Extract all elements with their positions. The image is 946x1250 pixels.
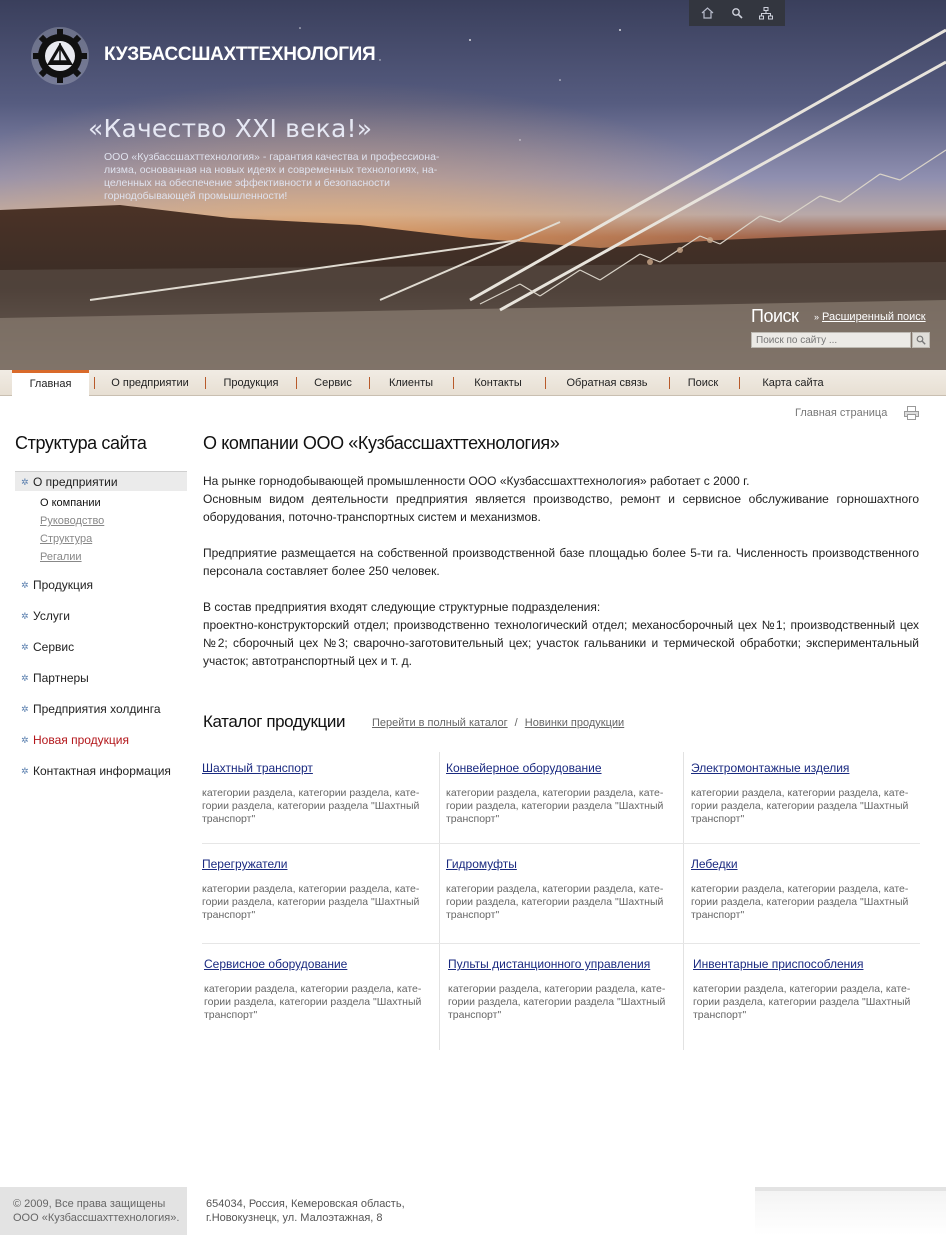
paragraph [203, 472, 919, 526]
intro-line: целенных на обеспечение эффективности и безопасности [104, 177, 391, 189]
grid-divider [202, 843, 920, 844]
paragraph-text: На рынке горнодобывающей промышленности ООО «Кузбассшахттехнология» работает с 2000 г. [203, 474, 750, 488]
hero-banner [0, 0, 946, 370]
sidebar-item-services[interactable] [15, 606, 187, 626]
page-title: О компании ООО «Кузбассшахттехнология» [203, 433, 560, 453]
sidebar-item-holding[interactable] [15, 699, 187, 719]
bullet-star-icon: ✲ [21, 704, 29, 714]
paragraph-text: Основным видом деятельности предприятия является производство, ремонт и сервисное обслуживание горношахтного оборудования, поточно-транспортных систем и механизмов. [203, 492, 919, 524]
nav-item-service[interactable]: Сервис [314, 377, 352, 389]
slogan: «Качество XXI века!» [88, 114, 373, 143]
copyright-line: ООО «Кузбассшахттехнология». [13, 1212, 180, 1224]
catalog-cell-desc: категории раздела, категории раздела, кате-гории раздела, категории раздела "Шахтный транспорт" [202, 787, 420, 825]
full-catalog-link[interactable]: Перейти в полный каталог [372, 717, 508, 729]
catalog-cell-title[interactable]: Лебедки [691, 857, 738, 871]
nav-item-contacts[interactable]: Контакты [474, 377, 522, 389]
paragraph-text: проектно-конструкторский отдел; производственно технологический отдел; механосборочный цех №1; производственный цех №2; сборочный цех №3; сварочно-заготовительный цех; участок гальваники и термической обработки; экспериментальный участок; автотранспортный цех и т. д. [203, 618, 919, 668]
nav-item-products[interactable]: Продукция [223, 377, 279, 389]
nav-separator [453, 377, 454, 389]
catalog-cell [202, 752, 434, 826]
sidebar-item-label: Предприятия холдинга [33, 702, 161, 716]
sidebar-subitem-structure[interactable] [15, 530, 187, 548]
nav-item-about[interactable]: О предприятии [111, 377, 189, 389]
search-icon[interactable] [728, 4, 746, 22]
grid-divider [683, 752, 684, 1050]
nav-item-search[interactable]: Поиск [687, 377, 719, 389]
sidebar-subitem-link[interactable]: Регалии [40, 551, 82, 563]
main-content [203, 472, 919, 688]
sidebar-item-label: Новая продукция [33, 733, 129, 747]
sidebar-title: Структура сайта [15, 433, 147, 453]
catalog-cell-title[interactable]: Электромонтажные изделия [691, 761, 850, 775]
catalog-cell [691, 848, 923, 922]
catalog-cell-title[interactable]: Пульты дистанционного управления [448, 957, 651, 971]
sidebar-item-contacts[interactable] [15, 761, 187, 781]
paragraph-text: В состав предприятия входят следующие структурные подразделения: [203, 600, 601, 614]
sidebar-item-service[interactable] [15, 637, 187, 657]
sidebar-item-label: Продукция [33, 578, 94, 592]
address-line: 654034, Россия, Кемеровская область, [206, 1198, 405, 1210]
sidebar-subitem-awards[interactable] [15, 548, 187, 566]
nav-item-feedback[interactable]: Обратная связь [566, 377, 648, 389]
footer-copyright [0, 1187, 187, 1235]
catalog-cell [202, 848, 434, 922]
catalog-cell-title[interactable]: Сервисное оборудование [204, 957, 348, 971]
catalog-cell-title[interactable]: Шахтный транспорт [202, 761, 313, 775]
bullet-star-icon: ✲ [21, 673, 29, 683]
catalog-cell-desc: категории раздела, категории раздела, кате-гории раздела, категории раздела "Шахтный транспорт" [448, 983, 666, 1021]
search-icon [916, 335, 926, 345]
address-line: г.Новокузнецк, ул. Малоэтажная, 8 [206, 1212, 383, 1224]
intro-text [104, 151, 470, 203]
sidebar-item-label: Контактная информация [33, 764, 171, 778]
bullet-star-icon: ✲ [21, 766, 29, 776]
catalog-cell [446, 848, 678, 922]
catalog-cell-title[interactable]: Перегружатели [202, 857, 288, 871]
footer-address [206, 1197, 405, 1225]
catalog-cell-desc: категории раздела, категории раздела, кате-гории раздела, категории раздела "Шахтный транспорт" [204, 983, 422, 1021]
catalog-cell-title[interactable]: Гидромуфты [446, 857, 517, 871]
catalog-cell-desc: категории раздела, категории раздела, кате-гории раздела, категории раздела "Шахтный транспорт" [693, 983, 911, 1021]
bullet-star-icon: ✲ [21, 642, 29, 652]
nav-separator [94, 377, 95, 389]
catalog-cell-desc: категории раздела, категории раздела, кате-гории раздела, категории раздела "Шахтный транспорт" [691, 787, 909, 825]
bullet-star-icon: ✲ [21, 611, 29, 621]
sidebar-item-label: О предприятии [33, 475, 118, 489]
company-logo-icon [30, 26, 90, 86]
advanced-search-link[interactable]: Расширенный поиск [822, 311, 926, 323]
grid-divider [439, 752, 440, 1050]
sidebar-subitem-company[interactable]: О компании [40, 497, 101, 509]
breadcrumb[interactable]: Главная страница [795, 407, 888, 419]
paragraph [203, 598, 919, 670]
intro-line: ООО «Кузбассшахттехнология» - гарантия качества и профессиона- [104, 151, 440, 163]
catalog-cell-title[interactable]: Инвентарные приспособления [693, 957, 864, 971]
catalog-cell [204, 948, 436, 1022]
advanced-search [814, 311, 926, 323]
catalog-links [372, 717, 624, 729]
nav-separator [205, 377, 206, 389]
main-nav [0, 370, 946, 396]
link-separator: / [514, 717, 518, 729]
sidebar-menu [15, 471, 187, 781]
catalog-cell-desc: категории раздела, категории раздела, кате-гории раздела, категории раздела "Шахтный транспорт" [691, 883, 909, 921]
catalog-cell [693, 948, 925, 1022]
nav-separator [739, 377, 740, 389]
sidebar-item-about[interactable] [15, 471, 187, 491]
sidebar-item-new-products[interactable] [15, 730, 187, 750]
copyright-line: © 2009, Все права защищены [13, 1198, 166, 1210]
sidebar-item-label: Сервис [33, 640, 75, 654]
catalog-cell [446, 752, 678, 826]
grid-divider [202, 943, 920, 944]
sidebar-subitem-management[interactable] [15, 512, 187, 530]
sidebar-item-label: Услуги [33, 609, 70, 623]
catalog-cell-desc: категории раздела, категории раздела, кате-гории раздела, категории раздела "Шахтный транспорт" [202, 883, 420, 921]
sidebar-subitem-link[interactable]: Структура [40, 533, 93, 545]
print-icon[interactable] [904, 406, 919, 420]
nav-item-clients[interactable]: Клиенты [388, 377, 434, 389]
catalog-grid [202, 752, 920, 1050]
catalog-title: Каталог продукции [203, 712, 346, 731]
catalog-cell-desc: категории раздела, категории раздела, кате-гории раздела, категории раздела "Шахтный транспорт" [446, 883, 664, 921]
sitemap-icon[interactable] [757, 4, 775, 22]
search-button[interactable] [912, 332, 930, 348]
nav-separator [369, 377, 370, 389]
nav-item-sitemap[interactable]: Карта сайта [762, 377, 824, 389]
sidebar-item-partners[interactable] [15, 668, 187, 688]
catalog-cell [691, 752, 923, 826]
sidebar-subitem-link[interactable]: Руководство [40, 515, 105, 527]
search-input[interactable] [751, 332, 911, 348]
bullet-star-icon: ✲ [21, 477, 29, 487]
catalog-cell-desc: категории раздела, категории раздела, кате-гории раздела, категории раздела "Шахтный транспорт" [446, 787, 664, 825]
sidebar-item-label: Партнеры [33, 671, 89, 685]
intro-line: горнодобывающей промышленности! [104, 190, 288, 202]
new-products-link[interactable]: Новинки продукции [524, 717, 625, 729]
nav-item-home[interactable]: Главная [12, 370, 89, 396]
paragraph: Предприятие размещается на собственной производственной базе площадью более 5-ти га. Численность производственного персонала составляет более 250 человек. [203, 546, 919, 578]
nav-separator [545, 377, 546, 389]
nav-separator [669, 377, 670, 389]
search-title: Поиск [751, 306, 799, 326]
catalog-cell-title[interactable]: Конвейерное оборудование [446, 761, 602, 775]
intro-line: лизма, основанная на новых идеях и современных технологиях, на- [104, 164, 438, 176]
home-icon[interactable] [699, 4, 717, 22]
sidebar-item-products[interactable] [15, 575, 187, 595]
double-arrow-icon: » [814, 312, 820, 322]
bullet-star-icon: ✲ [21, 735, 29, 745]
top-icon-bar [689, 0, 785, 26]
bullet-star-icon: ✲ [21, 580, 29, 590]
nav-separator [296, 377, 297, 389]
catalog-cell [448, 948, 680, 1022]
brand-name: КУЗБАССШАХТТЕХНОЛОГИЯ [104, 44, 376, 65]
footer-fade [755, 1191, 946, 1235]
